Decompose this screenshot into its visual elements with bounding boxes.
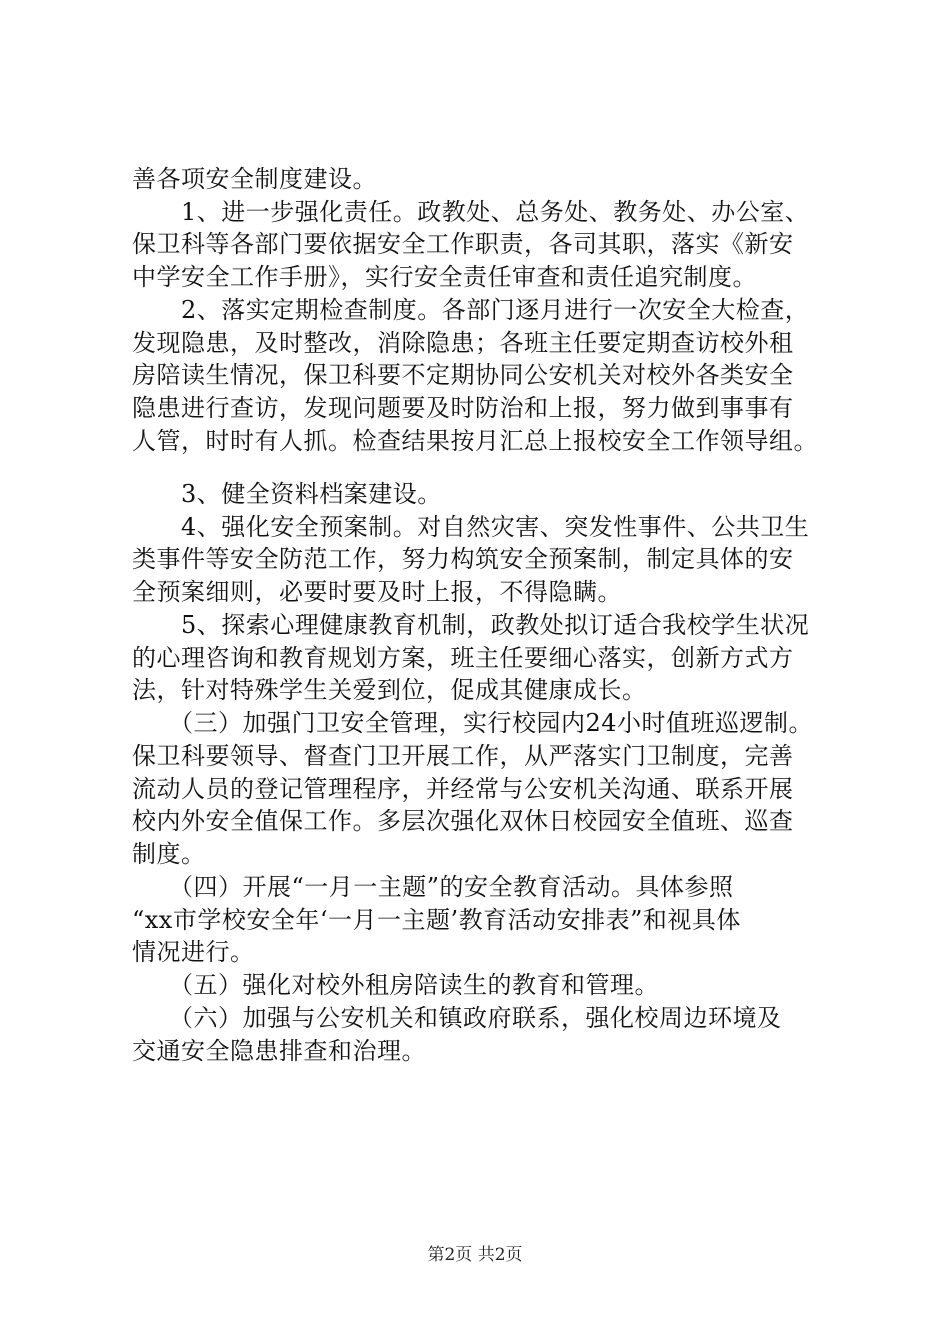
body-text-line: 发现隐患，及时整改，消除隐患；各班主任要定期查访校外租: [132, 329, 794, 357]
body-text-line: （三）加强门卫安全管理，实行校园内24小时值班巡逻制。: [132, 709, 814, 737]
body-text-line: 善各项安全制度建设。: [132, 165, 377, 193]
body-text-line: 情况进行。: [132, 938, 255, 966]
body-text-line: 法，针对特殊学生关爱到位，促成其健康成长。: [132, 676, 647, 704]
body-text-line: 保卫科要领导、督查门卫开展工作，从严落实门卫制度，完善: [132, 742, 794, 770]
body-text-line: 全预案细则，必要时要及时上报，不得隐瞒。: [132, 578, 622, 606]
body-text-line: （六）加强与公安机关和镇政府联系，强化校周边环境及: [132, 1004, 782, 1032]
body-text-line: 3、健全资料档案建设。: [132, 480, 442, 508]
body-text-line: 1、进一步强化责任。政教处、总务处、教务处、办公室、: [132, 198, 810, 226]
body-text-line: （四）开展“一月一主题”的安全教育活动。具体参照: [132, 873, 734, 901]
body-text-line: 的心理咨询和教育规划方案，班主任要细心落实，创新方式方: [132, 644, 794, 672]
body-text-line: 校内外安全值保工作。多层次强化双休日校园安全值班、巡查: [132, 807, 794, 835]
page-footer: 第2页 共2页: [427, 1245, 523, 1265]
body-text-line: “xx市学校安全年‘一月一主题’教育活动安排表”和视具体: [132, 906, 741, 934]
body-text-line: 2、落实定期检查制度。各部门逐月进行一次安全大检查，: [132, 296, 810, 324]
body-text-line: 房陪读生情况，保卫科要不定期协同公安机关对校外各类安全: [132, 361, 794, 389]
body-text-line: 交通安全隐患排查和治理。: [132, 1037, 426, 1065]
body-text-line: （五）强化对校外租房陪读生的教育和管理。: [132, 971, 659, 999]
body-text-line: 制度。: [132, 840, 206, 868]
body-text-line: 4、强化安全预案制。对自然灾害、突发性事件、公共卫生: [132, 513, 810, 541]
body-text-line: 中学安全工作手册》，实行安全责任审查和责任追究制度。: [132, 263, 757, 291]
body-text-line: 隐患进行查访，发现问题要及时防治和上报，努力做到事事有: [132, 394, 794, 422]
body-text-line: 类事件等安全防范工作，努力构筑安全预案制，制定具体的安: [132, 545, 794, 573]
body-text-line: 人管，时时有人抓。检查结果按月汇总上报校安全工作领导组。: [132, 427, 818, 455]
body-text-line: 保卫科等各部门要依据安全工作职责，各司其职，落实《新安: [132, 230, 794, 258]
body-text-line: 流动人员的登记管理程序，并经常与公安机关沟通、联系开展: [132, 775, 794, 803]
body-text-line: 5、探索心理健康教育机制，政教处拟订适合我校学生状况: [132, 611, 810, 639]
